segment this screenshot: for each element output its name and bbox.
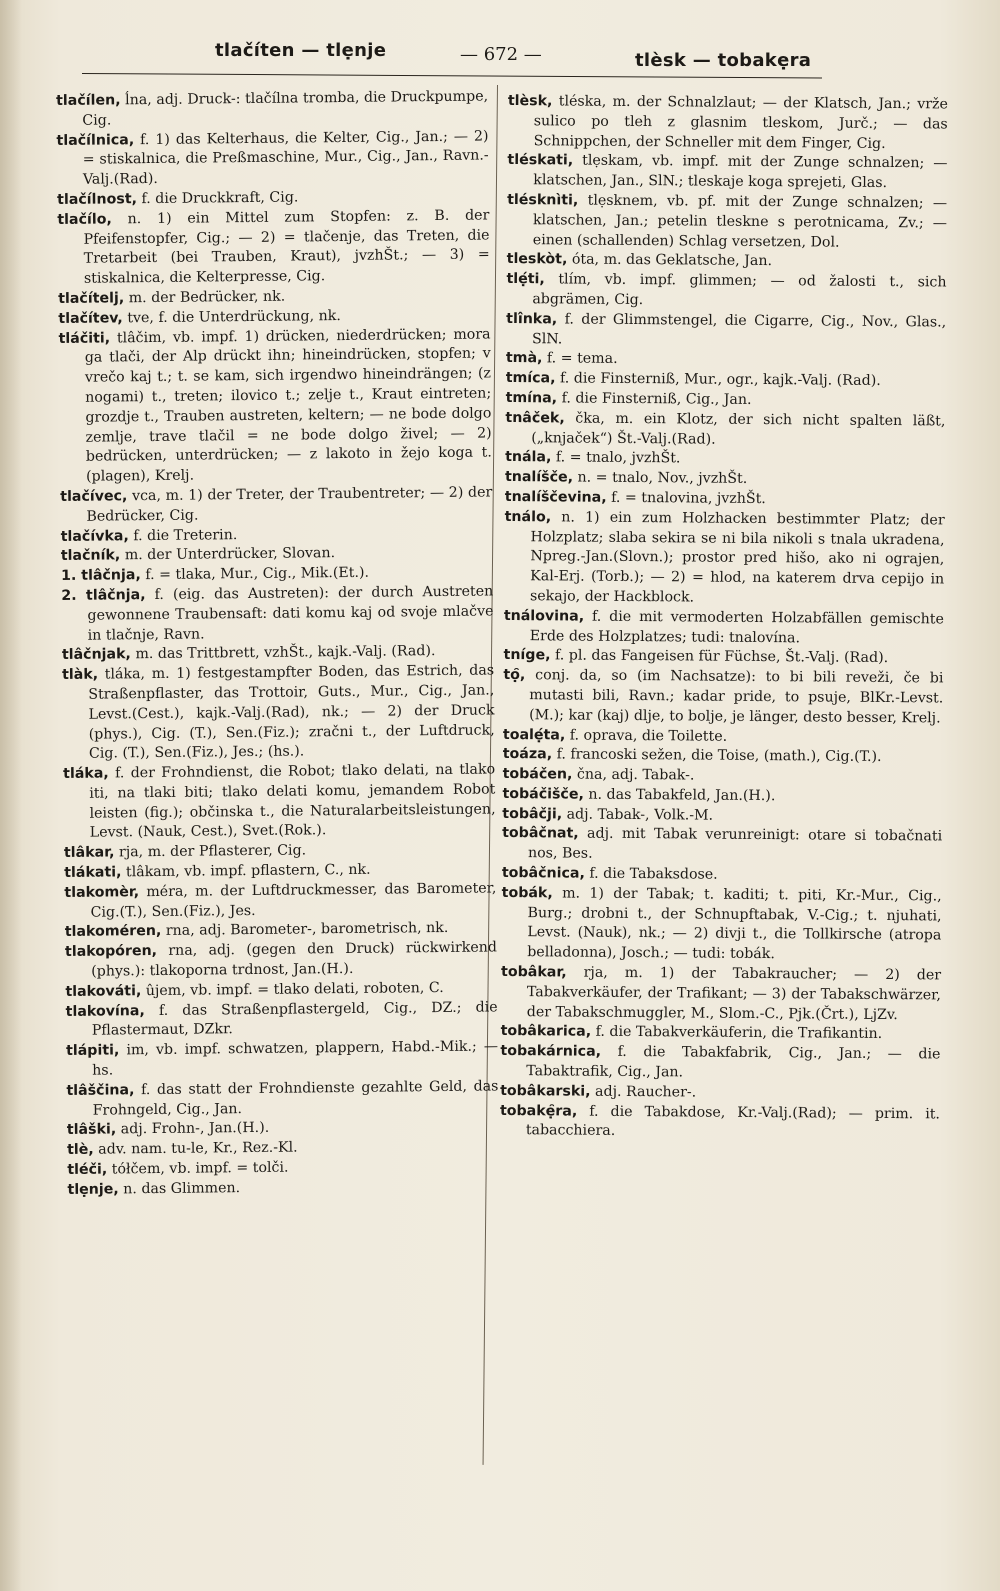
entry-definition: n. 1) ein zum Holzhacken bestimmter Platz; der Holzplatz; slaba sekira se ni bila nikoli s tnala ukradena, Npreg.-Jan.(Slovn.); prostor pred hišo, ako ni ograjen, Kal-Erj. (Torb.); — 2) = hlod, na katerem drva cepijo in sekajo, der Hackblock. — [529, 509, 945, 606]
entry-headword: tlînka, — [506, 310, 558, 328]
entry-headword: tlâkar, — [63, 844, 115, 862]
dictionary-entry — [500, 1102, 940, 1145]
entry-definition: tlẹsknem, vb. pf. mit der Zunge schnalzen; — klatschen, Jan.; petelin tleskne s perotnicama, Zv.; — einen (schallenden) Schlag versetzen, Dol. — [532, 192, 948, 251]
entry-headword: tlakomèr, — [64, 884, 140, 901]
entry-definition: adv. nam. tu-le, Kr., Rez.-Kl. — [93, 1139, 298, 1158]
entry-definition: f. die Tabaksdose. — [584, 865, 718, 883]
dictionary-entry — [506, 310, 946, 353]
entry-headword: tlẹ́ti, — [506, 271, 545, 288]
entry-definition: rja, m. 1) der Tabakraucher; — 2) der Tabakverkäufer, der Trafikant; — 3) der Tabakschwärzer, der Tabakschmuggler, M., Slom.-C., Pjk.(Črt.), LjZv. — [526, 964, 942, 1023]
entry-headword: tobâčnat, — [502, 825, 579, 843]
entry-definition: f. = tema. — [542, 350, 618, 368]
entry-definition: méra, m. der Luftdruckmesser, das Barometer, Cig.(T.), Sen.(Fiz.), Jes. — [90, 880, 497, 921]
entry-headword: tlèsk, — [507, 92, 553, 110]
entry-definition: f. die Treterin. — [128, 526, 238, 544]
left-column — [56, 87, 500, 1200]
entry-headword: tlakováti, — [65, 983, 142, 1000]
entry-definition: adj. Raucher-. — [590, 1083, 697, 1101]
entry-headword: tlakopóren, — [64, 943, 158, 961]
dictionary-entry — [66, 1038, 498, 1082]
dictionary-entry — [64, 879, 496, 923]
entry-headword: tobâčnica, — [501, 865, 585, 882]
entry-headword: tobâčji, — [502, 805, 563, 823]
entry-definition: tlâkam, vb. impf. pflastern, C., nk. — [121, 861, 371, 881]
entry-definition: f. (eig. das Austreten): der durch Austreten gewonnene Traubensaft: dati komu kaj od svoje mlačve in tlačnje, Ravn. — [87, 583, 494, 644]
entry-definition: tléska, m. der Schnalzlaut; — der Klatsch, Jan.; vrže sulico po tleh z glasnim tleskom, Jurč.; — das Schnippchen, der Schneller mit dem Finger, Cig. — [533, 93, 948, 152]
entry-definition: m. das Trittbrett, vzhŠt., kajk.-Valj. (Rad). — [130, 643, 436, 663]
dictionary-entry — [506, 270, 946, 313]
entry-definition: f. 1) das Kelterhaus, die Kelter, Cig., Jan.; — 2) = stiskalnica, die Preßmaschine, Mur., Cig., Jan., Ravn.-Valj.(Rad). — [82, 128, 489, 188]
entry-definition: f. oprava, die Toilette. — [565, 726, 728, 745]
entry-definition: f. der Glimmstengel, die Cigarre, Cig., Nov., Glas., SlN. — [531, 311, 947, 347]
entry-headword: tmíca, — [505, 370, 556, 387]
entry-definition: čna, adj. Tabak-. — [572, 766, 695, 784]
entry-headword: tlačílnica, — [56, 131, 135, 149]
dictionary-entry — [63, 761, 496, 845]
entry-headword: tlačílo, — [57, 211, 112, 228]
entry-definition: f. der Frohndienst, die Robot; tlako delati, na tlako iti, na tlaki biti; tlako delati komu, jemandem Robot leisten (fig.); občinska t., die Naturalarbeitsleistungen, Levst. (Nauk, Cest.), Svet.(Rok.). — [89, 761, 496, 842]
entry-definition: rna, adj. (gegen den Druck) rückwirkend (phys.): tlakoporna trdnost, Jan.(H.). — [91, 939, 498, 980]
entry-headword: tlačník, — [60, 547, 121, 565]
dictionary-entry — [505, 409, 945, 452]
entry-headword: tlâčnjak, — [61, 646, 131, 664]
entry-headword: toáza, — [502, 746, 553, 763]
entry-definition: f. das statt der Frohndienste gezahlte Geld, das Frohngeld, Cig., Jan. — [92, 1078, 499, 1119]
dictionary-entry — [60, 483, 492, 527]
entry-definition: tláka, m. 1) festgestampfter Boden, das Estrich, das Straßenpflaster, das Trottoir, Guts., Mur., Cig., Jan., Levst.(Cest.), kajk.-Valj.(Rad), nk.; — 2) der Druck (phys.), Cig. (T.), Sen.(Fiz.); zračni t., der Luftdruck, Cig. (T.), Sen.(Fiz.), Jes.; (hs.). — [88, 662, 495, 762]
entry-definition: ĺna, adj. Druck-: tlačílna tromba, die Druckpumpe, Cig. — [82, 88, 489, 129]
entry-definition: n. 1) ein Mittel zum Stopfen: z. B. der Pfeifenstopfer, Cig.; — 2) = tlačenje, das Treten, die Tretarbeit (bei Trauben, Kraut), jvzhŠt.; — 3) = stiskalnica, die Kelterpresse, Cig. — [83, 207, 490, 287]
entry-definition: čka, m. ein Klotz, der sich nicht spalten läßt, („knjaček“) Št.-Valj.(Rad). — [531, 410, 946, 448]
running-head — [80, 40, 940, 72]
dictionary-entry — [58, 325, 492, 488]
entry-definition: m. der Unterdrücker, Slovan. — [120, 545, 336, 564]
entry-definition: rna, adj. Barometer-, barometrisch, nk. — [161, 920, 449, 940]
entry-headword: tlápiti, — [65, 1042, 120, 1060]
entry-definition: f. = tnalo, jvzhŠt. — [551, 449, 681, 467]
entry-definition: f. francoski sežen, die Toise, (math.), Cig.(T.). — [552, 746, 882, 766]
entry-headword: tnâček, — [505, 409, 565, 427]
dictionary-entry — [56, 127, 489, 191]
entry-headword: tlakovína, — [65, 1002, 145, 1020]
entry-definition: n. das Tabakfeld, Jan.(H.). — [583, 786, 776, 805]
entry-headword: tléskati, — [507, 152, 574, 169]
entry-definition: adj. Frohn-, Jan.(H.). — [116, 1120, 270, 1138]
entry-definition: ûjem, vb. impf. = tlako delati, roboten, C. — [141, 979, 444, 1000]
entry-headword: tleskòt, — [506, 251, 568, 268]
entry-headword: tlâščina, — [66, 1082, 135, 1099]
entry-headword: tlačílnost, — [57, 191, 138, 208]
entry-definition: adj. Tabak-, Volk.-M. — [562, 806, 714, 824]
dictionary-entry — [56, 87, 488, 131]
entry-definition: f. pl. das Fangeisen für Füchse, Št.-Valj. (Rad). — [550, 647, 889, 667]
entry-definition: f. die Tabakdose, Kr.-Valj.(Rad); — prim. it. tabacchiera. — [525, 1103, 941, 1140]
entry-definition: tlâčim, vb. impf. 1) drücken, niederdrücken; mora ga tlači, der Alp drückt ihn; hineindrücken, stopfen; v vrečo kaj t.; t. se kam, sich irgendwo hineindrängen; (z nogami) t., treten; ilovico t.; zelje t., Kraut eintreten; grozdje t., Trauben austreten, keltern; — ne bode dolgo zemlje, trave tlačil = ne bode dolgo živel; — 2) bedrücken, unterdrücken; — z lakoto in žejo koga t. (plagen), Krelj. — [84, 326, 492, 485]
entry-headword: tláčiti, — [58, 330, 111, 347]
running-head-right: tlèsk — tobakẹra — [635, 50, 812, 71]
dictionary-entry — [61, 582, 494, 646]
entry-headword: tlakoméren, — [64, 923, 162, 941]
entry-headword: tmà, — [505, 350, 543, 367]
entry-definition: f. = tlaka, Mur., Cig., Mik.(Et.). — [140, 564, 370, 584]
dictionary-entry — [502, 824, 942, 867]
entry-headword: tlačívka, — [60, 527, 129, 545]
entry-definition: adj. mit Tabak verunreinigt: otare si tobačnati nos, Bes. — [527, 826, 943, 862]
entry-headword: tmína, — [505, 389, 558, 407]
dictionary-entry — [508, 92, 948, 155]
entry-headword: tlačítev, — [58, 310, 123, 327]
entry-headword: tobáčišče, — [502, 785, 584, 803]
entry-definition: n. = tnalo, Nov., jvzhŠt. — [572, 469, 748, 488]
entry-definition: m. 1) der Tabak; t. kaditi; t. piti, Kr.-Mur., Cig., Burg.; drobni t., der Schnupftabak, V.-Cig.; t. njuhati, Levst. (Nauk), nk.; — 2) divji t., die Tollkirsche (atropa belladonna), Josch.; — tudi: tobák. — [527, 885, 942, 963]
entry-headword: 1. tlâčnja, — [60, 567, 141, 585]
entry-headword: tlẹnje, — [67, 1181, 119, 1198]
dictionary-entry — [66, 998, 498, 1042]
entry-headword: tlésknìti, — [507, 191, 579, 209]
entry-headword: tobakárnica, — [500, 1043, 602, 1061]
header-rule — [82, 73, 822, 79]
dictionary-entry — [503, 666, 943, 729]
dictionary-entry — [504, 508, 945, 610]
entry-headword: tobâkar, — [501, 964, 567, 981]
entry-headword: tlàk, — [62, 666, 99, 684]
entry-definition: tlẹskam, vb. impf. mit der Zunge schnalzen; — klatschen, Jan., SlN.; tleskaje koga sprejeti, Glas. — [533, 152, 948, 192]
entry-definition: óta, m. das Geklatsche, Jan. — [567, 251, 773, 270]
running-head-left: tlačíten — tlẹnje — [215, 40, 387, 61]
entry-headword: tláka, — [63, 765, 109, 783]
entry-headword: tobáčen, — [502, 766, 573, 783]
entry-headword: tnálovina, — [503, 607, 585, 625]
entry-headword: 2. tlâčnja, — [61, 587, 146, 604]
entry-definition: m. der Bedrücker, nk. — [124, 288, 286, 307]
entry-headword: tọ̑, — [503, 667, 526, 684]
entry-headword: tnalíščevina, — [504, 488, 607, 506]
entry-headword: tlačívec, — [60, 488, 128, 505]
dictionary-entry — [67, 1176, 499, 1200]
entry-headword: tlè, — [66, 1141, 94, 1159]
entry-headword: tnálo, — [504, 508, 552, 526]
dictionary-entry — [65, 939, 497, 983]
entry-headword: tlačítelj, — [58, 290, 125, 307]
dictionary-entry — [507, 191, 947, 254]
page-number: — 672 — — [460, 44, 542, 65]
entry-headword: toalẹ́ta, — [502, 726, 566, 743]
entry-definition: n. das Glimmen. — [118, 1179, 241, 1198]
entry-definition: tlím, vb. impf. glimmen; — od žalosti t., sich abgrämen, Cig. — [532, 271, 947, 309]
entry-headword: tléči, — [67, 1161, 108, 1178]
entry-definition: f. die mit vermoderten Holzabfällen gemischte Erde des Holzplatzes; tudi: tnalovína. — [529, 608, 944, 646]
dictionary-entry — [66, 1077, 498, 1121]
entry-definition: tółčem, vb. impf. = tolči. — [107, 1159, 289, 1178]
entry-headword: tlâški, — [66, 1121, 117, 1139]
dictionary-entry — [501, 963, 941, 1026]
entry-headword: tobák, — [501, 884, 553, 902]
entry-headword: tlačílen, — [56, 92, 121, 109]
dictionary-entry — [501, 884, 942, 967]
entry-headword: tobakẹ̑ra, — [499, 1102, 578, 1120]
entry-headword: tnála, — [505, 449, 552, 466]
page-gutter-shadow — [0, 0, 22, 1591]
entry-definition: tve, f. die Unterdrückung, nk. — [122, 307, 341, 327]
entry-headword: tlákati, — [64, 864, 122, 882]
entry-headword: tobâkarica, — [500, 1023, 592, 1041]
dictionary-entry — [57, 206, 490, 290]
entry-definition: f. die Tabakverkäuferin, die Trafikantin. — [591, 1024, 883, 1043]
entry-definition: f. das Straßenpflastergeld, Cig., DZ.; die Pflastermaut, DZkr. — [91, 999, 498, 1040]
entry-definition: rja, m. der Pflasterer, Cig. — [114, 842, 307, 861]
entry-headword: tníge, — [503, 647, 551, 664]
dictionary-entry — [500, 1042, 940, 1085]
entry-definition: im, vb. impf. schwatzen, plappern, Habd.-Mik.; — hs. — [92, 1038, 499, 1079]
dictionary-entry — [507, 151, 947, 194]
entry-definition: f. = tnalovina, jvzhŠt. — [606, 489, 766, 507]
entry-definition: vca, m. 1) der Treter, der Traubentreter; — 2) der Bedrücker, Cig. — [86, 484, 493, 525]
entry-definition: f. die Finsterniß, Cig., Jan. — [557, 390, 752, 408]
right-column — [500, 92, 948, 1145]
entry-headword: tobâkarski, — [500, 1082, 591, 1100]
entry-definition: f. die Tabakfabrik, Cig., Jan.; — die Tabaktrafik, Cig., Jan. — [526, 1044, 941, 1081]
entry-definition: f. die Finsterniß, Mur., ogr., kajk.-Valj. (Rad). — [555, 370, 881, 390]
entry-headword: tnalíšče, — [504, 469, 574, 486]
dictionary-entry — [504, 607, 944, 650]
entry-definition: f. die Druckkraft, Cig. — [136, 189, 299, 208]
dictionary-entry — [62, 662, 495, 766]
entry-definition: conj. da, so (im Nachsatze): to bi bili reveži, če bi mutasti bili, Ravn.; kadar pride, to psuje, BlKr.-Levst.(M.); kar (kaj) dlje, to bolje, je länger, desto besser, Krelj. — [525, 667, 944, 727]
